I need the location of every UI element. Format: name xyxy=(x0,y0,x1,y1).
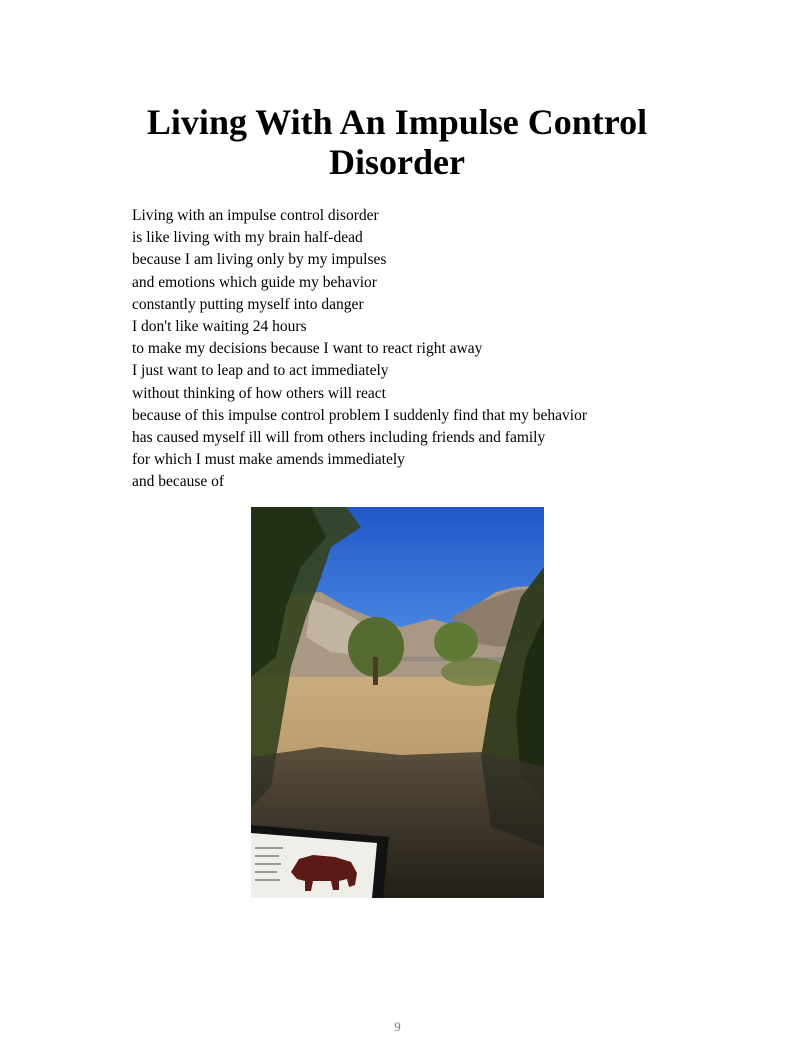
poem-line: because I am living only by my impulses xyxy=(132,251,387,269)
poem-text xyxy=(132,205,692,494)
poem-line: because of this impulse control problem I suddenly find that my behavior xyxy=(132,406,587,424)
page-title: Living With An Impulse Control Disorder xyxy=(146,102,648,182)
page-number: 9 xyxy=(394,1019,401,1034)
poem-line: and emotions which guide my behavior xyxy=(132,273,377,291)
poem-line: constantly putting myself into danger xyxy=(132,295,364,313)
poem-line: without thinking of how others will react xyxy=(132,384,386,402)
tree xyxy=(434,622,478,662)
poem-line: Living with an impulse control disorder xyxy=(132,207,379,224)
poem-line: has caused myself ill will from others including friends and family xyxy=(132,429,546,447)
poem-line: is like living with my brain half-dead xyxy=(132,229,363,247)
poem-line: I just want to leap and to act immediately xyxy=(132,362,389,380)
info-sign xyxy=(251,825,389,898)
poem-line: for which I must make amends immediately xyxy=(132,451,405,469)
poem-line: to make my decisions because I want to react right away xyxy=(132,340,483,358)
desert-landscape-photo xyxy=(251,507,544,898)
poem-line: I don't like waiting 24 hours xyxy=(132,318,307,336)
poem-line: and because of xyxy=(132,473,225,491)
